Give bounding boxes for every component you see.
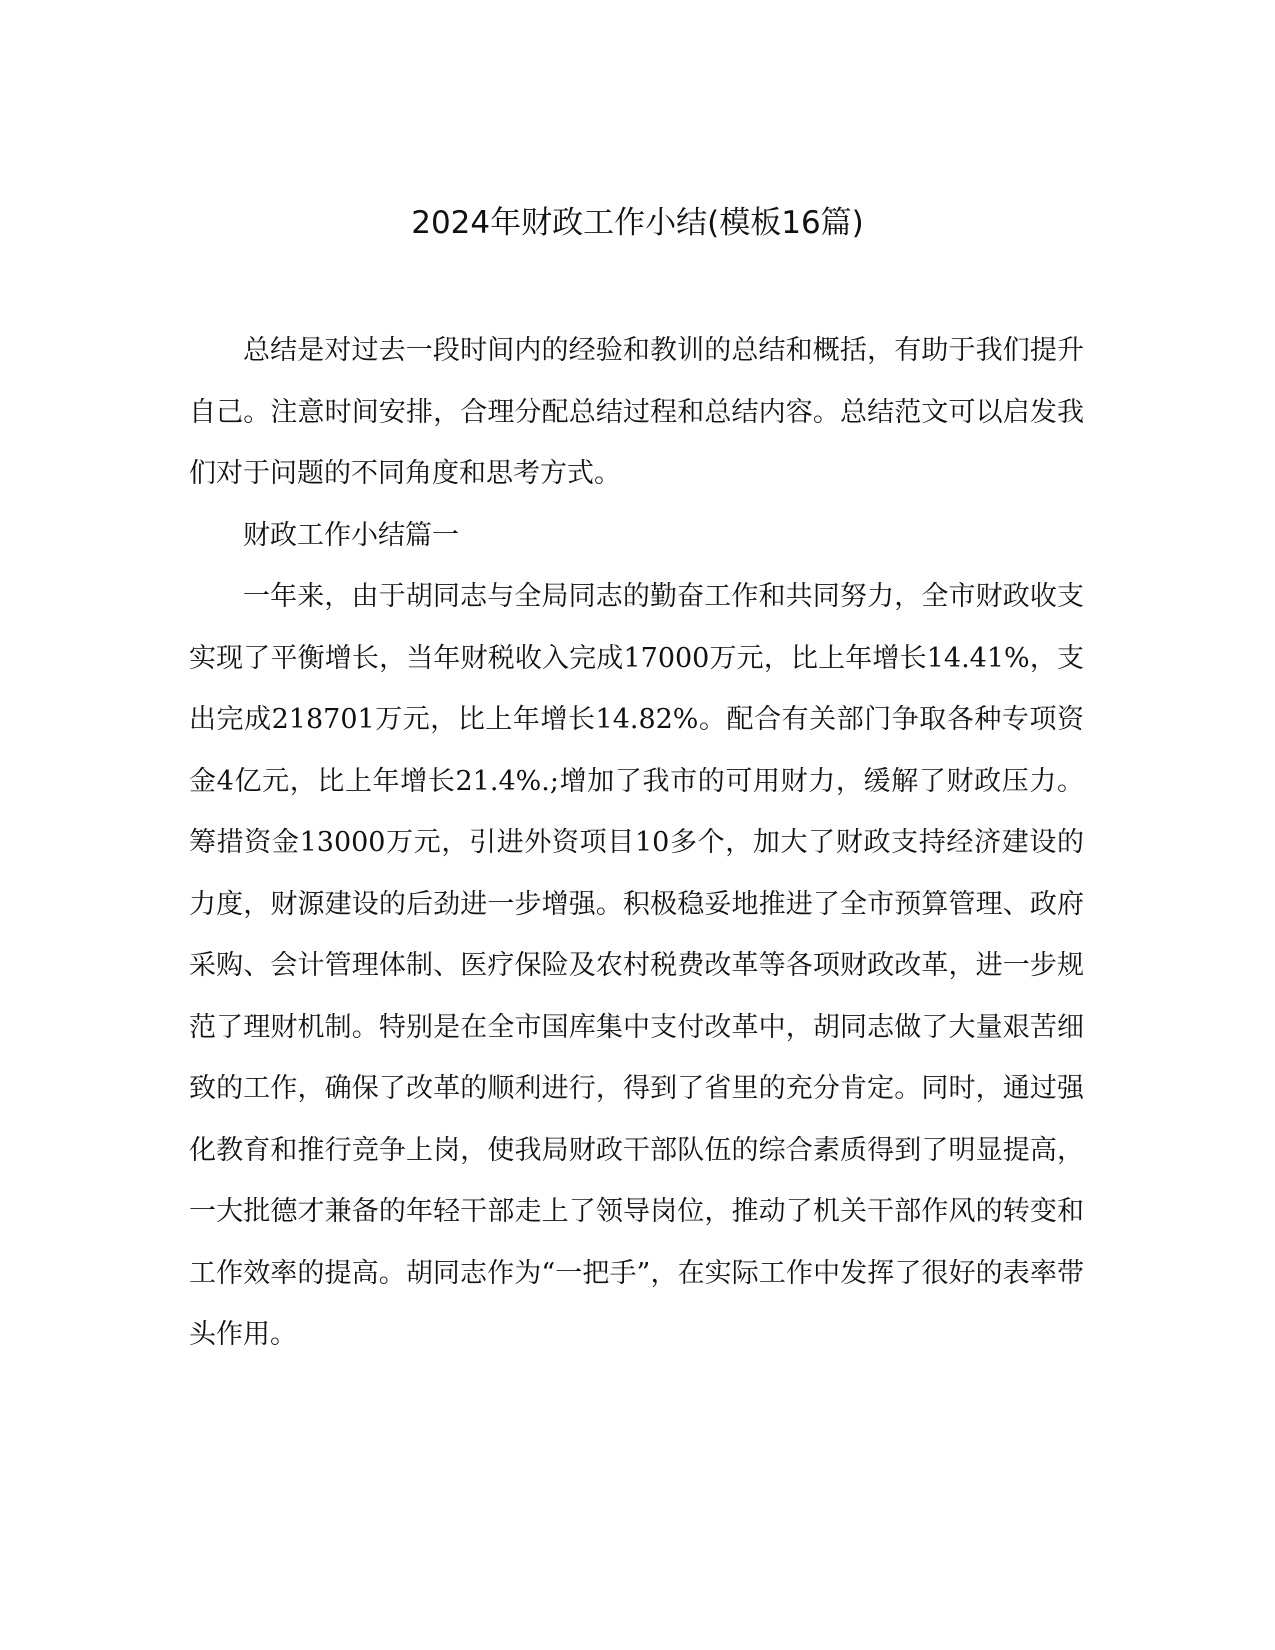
section-paragraph: 一年来，由于胡同志与全局同志的勤奋工作和共同努力，全市财政收支实现了平衡增长，当年财税收入完成17000万元，比上年增长14.41%，支出完成218701万元，比上年增长14.82%。配合有关部门争取各种专项资金4亿元，比上年增长21.4%.;增加了我市的可用财力，缓解了财政压力。筹措资金13000万元，引进外资项目10多个，加大了财政支持经济建设的力度，财源建设的后劲进一步增强。积极稳妥地推进了全市预算管理、政府采购、会计管理体制、医疗保险及农村税费改革等各项财政改革，进一步规范了理财机制。特别是在全市国库集中支付改革中，胡同志做了大量艰苦细致的工作，确保了改革的顺利进行，得到了省里的充分肯定。同时，通过强化教育和推行竞争上岗，使我局财政干部队伍的综合素质得到了明显提高，一大批德才兼备的年轻干部走上了领导岗位，推动了机关干部作风的转变和工作效率的提高。胡同志作为“一把手”，在实际工作中发挥了很好的表率带头作用。	[189, 581, 1084, 1350]
section-heading: 财政工作小结篇一	[243, 519, 459, 551]
document-title: 2024年财政工作小结(模板16篇)	[411, 205, 864, 241]
document-body	[189, 320, 1084, 1366]
intro-paragraph: 总结是对过去一段时间内的经验和教训的总结和概括，有助于我们提升自己。注意时间安排，合理分配总结过程和总结内容。总结范文可以启发我们对于问题的不同角度和思考方式。	[189, 335, 1084, 489]
